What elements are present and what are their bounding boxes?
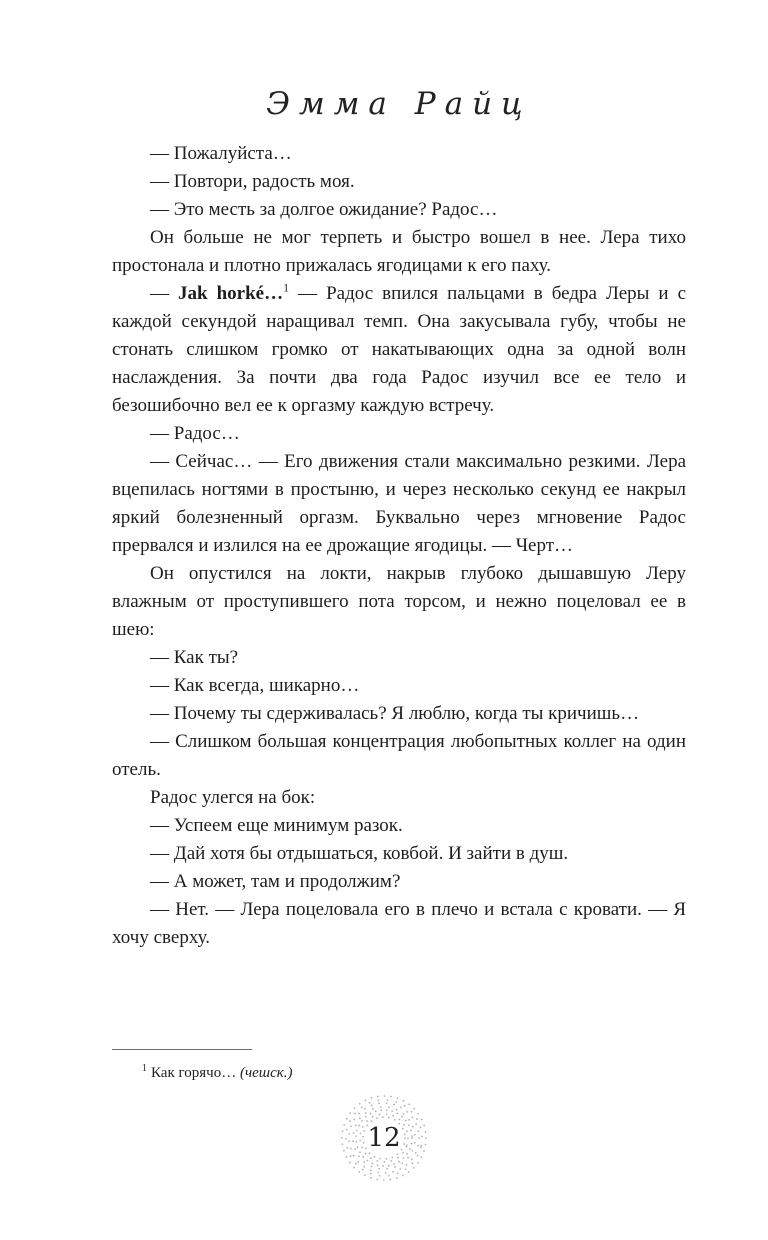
paragraph: — Как всегда, шикарно…: [150, 675, 360, 696]
paragraph-with-footnote: [112, 280, 686, 420]
paragraph: — Как ты?: [150, 647, 239, 668]
page-body: [112, 140, 686, 952]
paragraph: Он больше не мог терпеть и быстро вошел в нее. Лера тихо простонала и плотно прижалась ягодицами к его паху.: [112, 227, 686, 276]
footnote-marker: 1: [142, 1063, 147, 1074]
paragraph: — Нет. — Лера поцеловала его в плечо и встала с кровати. — Я хочу сверху.: [112, 899, 686, 948]
footnote-text: Как горячо…: [151, 1065, 237, 1081]
paragraph: Он опустился на локти, накрыв глубоко дышавшую Леру влажным от проступившего пота торсом, и нежно поцеловал ее в шею:: [112, 563, 686, 640]
footnote-separator: [112, 1049, 252, 1050]
paragraph: — Пожалуйста…: [150, 143, 292, 164]
paragraph: — Слишком большая концентрация любопытных коллег на один отель.: [112, 731, 686, 780]
dialogue-dash: —: [150, 283, 178, 304]
footnote: [112, 1062, 686, 1084]
running-header-author: Эмма Райц: [266, 86, 532, 122]
footnote-ref: 1: [283, 280, 290, 295]
paragraph: Радос улегся на бок:: [150, 787, 316, 808]
page-number-ornament: [336, 1090, 432, 1186]
paragraph: — Сейчас… — Его движения стали максимально резкими. Лера вцепилась ногтями в простыню, и через несколько секунд ее накрыл яркий болезненный оргазм. Буквально через мгновение Радос прервался и излился на ее дрожащие ягодицы. — Черт…: [112, 451, 686, 556]
foreign-phrase: Jak horké…: [178, 283, 284, 304]
paragraph: — Повтори, радость моя.: [150, 171, 355, 192]
paragraph: — Радос…: [150, 423, 240, 444]
paragraph: — Успеем еще минимум разок.: [150, 815, 403, 836]
page-number: 12: [367, 1123, 401, 1153]
paragraph: — Почему ты сдерживалась? Я люблю, когда ты кричишь…: [150, 703, 640, 724]
footnote-language-note: (чешск.): [239, 1065, 293, 1081]
paragraph-text: — Радос впился пальцами в бедра Леры и с каждой секундой наращивал темп. Она закусывала губу, чтобы не стонать слишком громко от накатывающих одна за одной волн наслаждения. За почти два года Радос изучил все ее тело и безошибочно вел ее к оргазму каждую встречу.: [112, 283, 687, 416]
paragraph: — Это месть за долгое ожидание? Радос…: [150, 199, 498, 220]
paragraph: — Дай хотя бы отдышаться, ковбой. И зайти в душ.: [150, 843, 569, 864]
paragraph: — А может, там и продолжим?: [150, 871, 401, 892]
